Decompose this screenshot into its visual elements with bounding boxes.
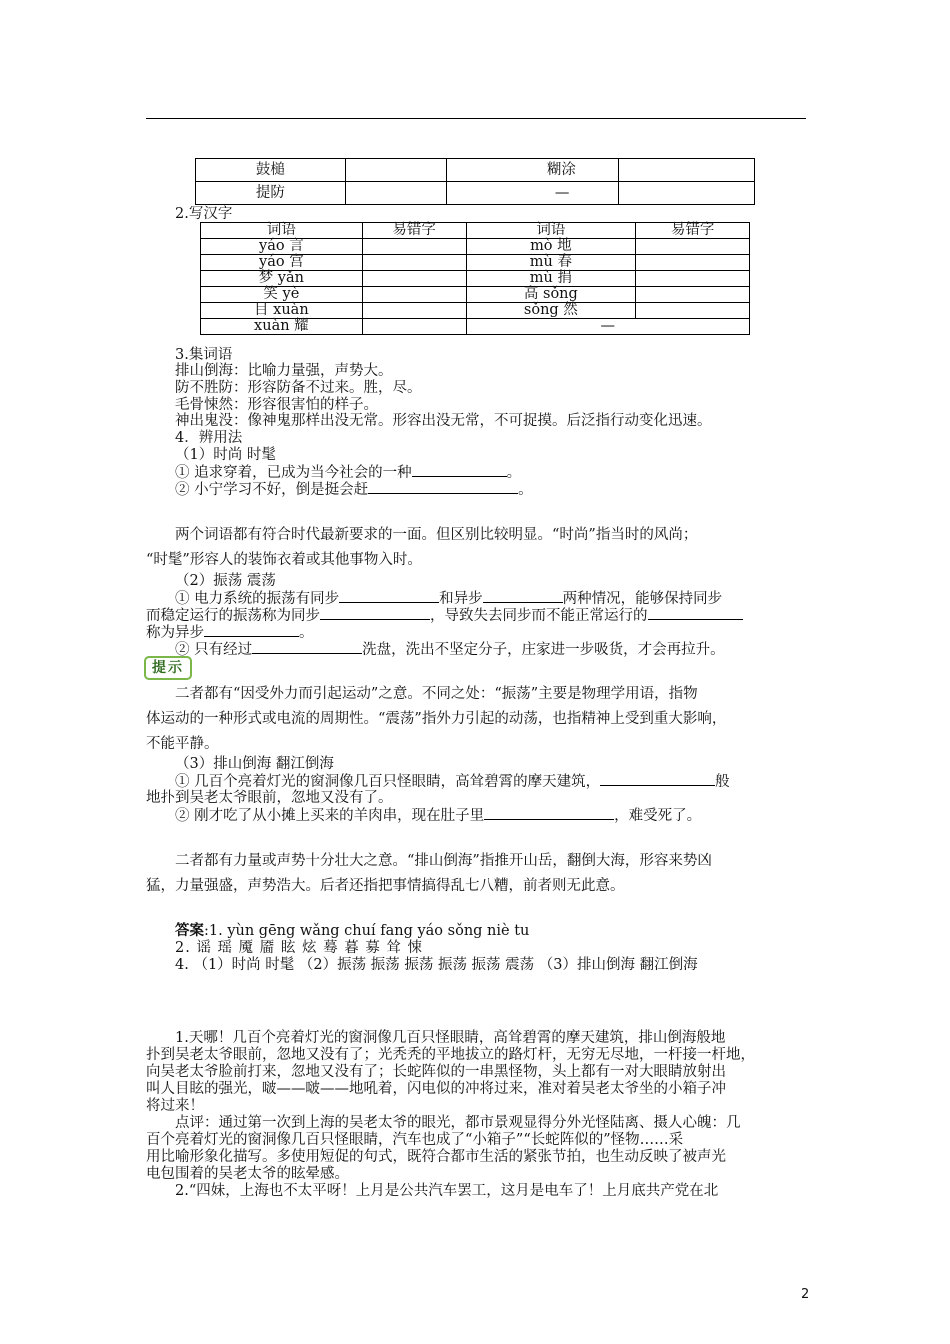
column-header: 易错字 (636, 223, 750, 239)
question-text: 而稳定运行的振荡称为同步 (146, 608, 320, 624)
question-text: 般 (715, 774, 730, 790)
passage-line: 电包围着的吴老太爷的眩晕感。 (146, 1166, 349, 1182)
question-line (175, 806, 701, 825)
table-cell: 梦 yǎn (201, 271, 363, 287)
answer-blank[interactable] (600, 772, 715, 786)
question-text: ，导致失去同步而不能正常运行的 (430, 608, 648, 624)
hint-line: 体运动的一种形式或电流的周期性。“震荡”指外力引起的动荡，也指精神上受到重大影响， (146, 711, 727, 727)
table-cell: 笑 yè (201, 287, 363, 303)
hint-line: “时髦”形容人的装饰衣着或其他事物入时。 (146, 552, 422, 568)
header-rule (146, 118, 806, 119)
table-cell (345, 182, 446, 205)
column-header: 词语 (201, 223, 363, 239)
question-text: 。 (518, 482, 533, 498)
table-cell: — (466, 319, 749, 335)
table-row (196, 159, 755, 182)
idiom-line: 毛骨悚然：形容很害怕的样子。 (175, 397, 378, 413)
table-cell: yáo 宫 (201, 255, 363, 271)
hint-badge: 提示 (144, 656, 192, 680)
answer-line: 2. 谣 瑶 魇 靥 眩 炫 蓦 暮 募 耸 悚 (175, 940, 424, 956)
table-cell: xuàn 耀 (201, 319, 363, 335)
passage-line: 扑到吴老太爷眼前，忽地又没有了；光秃秃的平地拔立的路灯杆，无穷无尽地，一杆接一杆地， (146, 1047, 755, 1063)
table-cell (636, 239, 750, 255)
answer-blank[interactable] (320, 606, 430, 620)
table-cell (636, 271, 750, 287)
table-cell: — (547, 182, 619, 205)
answer-label: 答案 (175, 922, 204, 939)
question-text: ② 刚才吃了从小摊上买来的羊肉串，现在肚子里 (175, 808, 485, 824)
answer-blank[interactable] (368, 480, 518, 494)
hint-line: 不能平静。 (146, 736, 219, 752)
question-text: 和异步 (439, 591, 483, 607)
question-text: ① 电力系统的振荡有同步 (175, 591, 340, 607)
table-header-row (201, 223, 750, 239)
table-cell (362, 271, 466, 287)
table-cell (362, 239, 466, 255)
question-text: 称为异步 (146, 625, 204, 641)
idiom-line: 防不胜防：形容防备不过来。胜，尽。 (175, 380, 422, 396)
sub-heading: （1）时尚 时髦 (175, 447, 276, 463)
passage-line: 2.“四妹，上海也不太平呀！上月是公共汽车罢工，这月是电车了！上月底共产党在北 (175, 1183, 719, 1199)
answer-blank[interactable] (252, 640, 362, 654)
answer-blank[interactable] (648, 606, 743, 620)
table-row (201, 303, 750, 319)
table-cell (619, 159, 755, 182)
question-text: ② 只有经过 (175, 642, 253, 658)
table-cell (446, 182, 547, 205)
question-text: 。 (506, 465, 522, 481)
table-row (201, 255, 750, 271)
passage-line: 1.天哪！几百个亮着灯光的窗洞像几百只怪眼睛，高耸碧霄的摩天建筑，排山倒海般地 (175, 1030, 726, 1046)
passage-line: 点评：通过第一次到上海的吴老太爷的眼光，都市景观显得分外光怪陆离、摄人心魄：几 (175, 1115, 741, 1131)
table-row (201, 287, 750, 303)
table-cell: 糊涂 (547, 159, 619, 182)
question-text: 两种情况，能够保持同步 (562, 591, 723, 607)
table-cell (636, 287, 750, 303)
question-text: ② 小宁学习不好，倒是挺会赶 (175, 482, 369, 498)
table-cell (446, 159, 547, 182)
question-line (175, 640, 725, 659)
idiom-line: 排山倒海：比喻力量强，声势大。 (175, 363, 393, 379)
hint-line: 二者都有“因受外力而引起运动”之意。不同之处：“振荡”主要是物理学用语，指物 (175, 686, 698, 702)
passage-line: 叫人目眩的强光，啵——啵——地吼着，闪电似的冲将过来，准对着吴老太爷坐的小箱子冲 (146, 1081, 726, 1097)
hint-line: 猛，力量强盛，声势浩大。后者还指把事情搞得乱七八糟，前者则无此意。 (146, 878, 625, 894)
hanzi-table (200, 222, 750, 335)
table-cell (362, 287, 466, 303)
passage-line: 向吴老太爷脸前打来，忽地又没有了；长蛇阵似的一串黑怪物，头上都有一对大眼睛放射出 (146, 1064, 726, 1080)
question-text: 。 (299, 625, 314, 641)
idiom-line: 神出鬼没：像神鬼那样出没无常。形容出没无常，不可捉摸。后泛指行动变化迅速。 (175, 413, 712, 429)
sub-heading: （2）振荡 震荡 (175, 573, 276, 589)
question-text: ① 几百个亮着灯光的窗洞像几百只怪眼睛，高耸碧霄的摩天建筑， (175, 774, 601, 790)
answer-blank[interactable] (412, 463, 507, 477)
passage-line: 百个亮着灯光的窗洞像几百只怪眼睛，汽车也成了“小箱子”“长蛇阵似的”怪物……采 (146, 1132, 684, 1148)
table-cell (362, 255, 466, 271)
table-cell: yáo 言 (201, 239, 363, 255)
section-heading: 2.写汉字 (175, 206, 233, 222)
table-cell (636, 255, 750, 271)
table-row (201, 319, 750, 335)
question-text: ，难受死了。 (614, 808, 702, 824)
column-header: 易错字 (362, 223, 466, 239)
table-cell (362, 319, 466, 335)
table-cell (345, 159, 446, 182)
question-text: 洗盘，洗出不坚定分子，庄家进一步吸货，才会再拉升。 (362, 642, 725, 658)
table-row (201, 271, 750, 287)
page-number: 2 (801, 1287, 810, 1302)
table-cell: mù 捐 (466, 271, 636, 287)
table-cell: 提防 (196, 182, 346, 205)
answer-blank[interactable] (339, 589, 439, 603)
question-line: 地扑到吴老太爷眼前，忽地又没有了。 (146, 790, 393, 806)
answer-line (175, 922, 529, 940)
table-cell: sǒng 然 (466, 303, 636, 319)
answer-blank[interactable] (204, 623, 299, 637)
table-cell: mò 地 (466, 239, 636, 255)
table-row (201, 239, 750, 255)
section-heading: 4．辨用法 (175, 430, 243, 446)
column-header: 词语 (466, 223, 636, 239)
section-heading: 3.集词语 (175, 347, 233, 363)
passage-line: 用比喻形象化描写。多使用短促的句式，既符合都市生活的紧张节拍，也生动反映了被声光 (146, 1149, 726, 1165)
sub-heading: （3）排山倒海 翻江倒海 (175, 756, 334, 772)
table-cell (362, 303, 466, 319)
answer-line: 4. （1）时尚 时髦 （2）振荡 振荡 振荡 振荡 振荡 震荡 （3）排山倒海 翻江倒海 (175, 957, 698, 973)
table-cell: 目 xuàn (201, 303, 363, 319)
hint-line: 两个词语都有符合时代最新要求的一面。但区别比较明显。“时尚”指当时的风尚； (175, 527, 698, 543)
table-cell: 高 sǒng (466, 287, 636, 303)
question-text: ① 追求穿着，已成为当今社会的一种 (175, 465, 412, 481)
hint-line: 二者都有力量或声势十分壮大之意。“排山倒海”指推开山岳，翻倒大海，形容来势凶 (175, 853, 712, 869)
table-cell (619, 182, 755, 205)
question-line (175, 480, 533, 499)
answer-text: :1. yùn gēng wǎng chuí fang yáo sǒng niè tu (204, 923, 530, 939)
answer-blank[interactable] (483, 589, 563, 603)
table-cell (636, 303, 750, 319)
answer-blank[interactable] (484, 806, 614, 820)
table-cell: 鼓槌 (196, 159, 346, 182)
table-cell: mù 春 (466, 255, 636, 271)
passage-line: 将过来！ (146, 1098, 204, 1114)
pinyin-table (195, 158, 755, 205)
table-row (196, 182, 755, 205)
